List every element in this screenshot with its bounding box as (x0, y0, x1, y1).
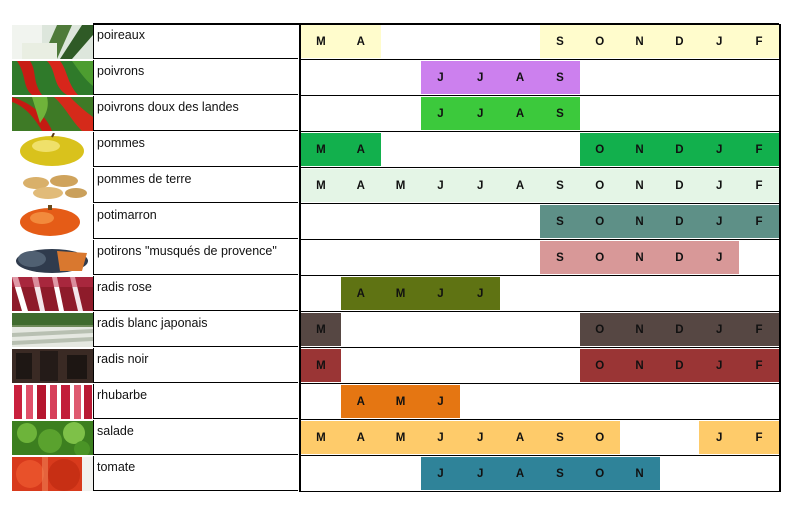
month-label: F (755, 215, 763, 228)
month-label: J (437, 431, 444, 444)
month-label: S (556, 467, 564, 480)
month-label: A (515, 107, 525, 120)
month-label: A (515, 467, 525, 480)
month-label: A (356, 395, 365, 408)
vegetable-name: radis rose (93, 276, 298, 311)
month-label: J (437, 287, 444, 300)
month-label: N (635, 143, 644, 156)
months-track (299, 276, 781, 312)
month-label: A (356, 179, 365, 192)
month-label: F (755, 179, 763, 192)
month-label: J (716, 323, 723, 336)
months-track (299, 456, 781, 492)
month-label: J (477, 179, 484, 192)
vegetable-thumbnail-tomato (12, 457, 93, 491)
vegetable-name: tomate (93, 456, 298, 491)
table-row (12, 348, 777, 384)
month-label: J (716, 359, 723, 372)
month-label: A (356, 35, 365, 48)
month-label: J (716, 215, 723, 228)
months-track (299, 384, 781, 420)
month-label: J (437, 179, 444, 192)
table-row (12, 60, 777, 96)
month-label: D (675, 215, 684, 228)
month-label: J (716, 431, 723, 444)
month-label: J (477, 287, 484, 300)
month-label: M (316, 35, 326, 48)
month-label: O (595, 467, 605, 480)
month-label: N (635, 467, 644, 480)
month-label: F (755, 359, 763, 372)
months-track (299, 60, 781, 96)
month-label: J (477, 467, 484, 480)
vegetable-name: potimarron (93, 204, 298, 239)
vegetable-thumbnail-leek (12, 25, 93, 59)
table-row (12, 420, 777, 456)
vegetable-name: potirons "musqués de provence" (93, 240, 298, 275)
month-label: S (556, 431, 564, 444)
month-label: A (356, 431, 365, 444)
month-label: S (556, 251, 564, 264)
table-row (12, 24, 777, 60)
months-track (299, 240, 781, 276)
month-label: F (755, 143, 763, 156)
month-label: D (675, 35, 684, 48)
month-label: J (477, 71, 484, 84)
month-label: F (755, 35, 763, 48)
month-label: O (595, 431, 605, 444)
month-label: M (395, 395, 406, 408)
table-row (12, 456, 777, 492)
table-row (12, 276, 777, 312)
month-label: J (716, 143, 723, 156)
vegetable-name: poivrons (93, 60, 298, 95)
table-row (12, 240, 777, 276)
table-row (12, 384, 777, 420)
month-label: O (595, 35, 605, 48)
month-label: A (515, 431, 525, 444)
table-row (12, 132, 777, 168)
months-track (299, 204, 781, 240)
vegetable-thumbnail-potimarron (12, 205, 93, 239)
month-label: F (755, 431, 763, 444)
vegetable-thumbnail-radishpink (12, 277, 93, 311)
vegetable-thumbnail-pepper (12, 61, 93, 95)
month-label: O (595, 359, 605, 372)
month-label: J (437, 107, 444, 120)
month-label: N (635, 251, 644, 264)
month-label: D (675, 359, 684, 372)
months-track (299, 132, 781, 168)
vegetable-name: radis blanc japonais (93, 312, 298, 347)
vegetable-thumbnail-radishwhite (12, 313, 93, 347)
table-row (12, 204, 777, 240)
month-label: M (395, 179, 406, 192)
month-label: N (635, 359, 644, 372)
month-label: A (356, 143, 365, 156)
vegetable-thumbnail-apple (12, 133, 93, 167)
vegetable-name: poivrons doux des landes (93, 96, 298, 131)
month-label: D (675, 323, 684, 336)
months-track (299, 168, 781, 204)
month-label: J (477, 431, 484, 444)
month-label: O (595, 251, 605, 264)
month-label: S (556, 71, 564, 84)
vegetable-thumbnail-salad (12, 421, 93, 455)
month-label: A (515, 179, 525, 192)
month-label: A (356, 287, 365, 300)
vegetable-name: pommes (93, 132, 298, 167)
month-label: M (395, 287, 406, 300)
month-label: N (635, 179, 644, 192)
month-label: J (477, 107, 484, 120)
month-label: O (595, 215, 605, 228)
vegetable-thumbnail-radishblack (12, 349, 93, 383)
month-label: O (595, 179, 605, 192)
vegetable-name: pommes de terre (93, 168, 298, 203)
month-label: J (437, 71, 444, 84)
months-track (299, 24, 781, 60)
month-label: M (316, 359, 326, 372)
month-label: J (716, 35, 723, 48)
month-label: M (316, 323, 326, 336)
month-label: J (437, 395, 444, 408)
vegetable-thumbnail-potato (12, 169, 93, 203)
month-label: M (395, 431, 406, 444)
month-label: A (515, 71, 525, 84)
months-track (299, 348, 781, 384)
month-label: M (316, 179, 326, 192)
vegetable-thumbnail-rhubarb (12, 385, 93, 419)
vegetable-name: rhubarbe (93, 384, 298, 419)
table-row (12, 96, 777, 132)
month-label: S (556, 107, 564, 120)
month-label: S (556, 179, 564, 192)
vegetable-thumbnail-sweetpepper (12, 97, 93, 131)
month-label: J (716, 251, 723, 264)
month-label: S (556, 35, 564, 48)
month-label: N (635, 35, 644, 48)
table-row (12, 168, 777, 204)
month-label: N (635, 323, 644, 336)
vegetable-name: radis noir (93, 348, 298, 383)
month-label: M (316, 431, 326, 444)
months-track (299, 96, 781, 132)
month-label: D (675, 251, 684, 264)
vegetable-name: salade (93, 420, 298, 455)
month-label: N (635, 215, 644, 228)
month-label: M (316, 143, 326, 156)
vegetable-name: poireaux (93, 24, 298, 59)
months-track (299, 312, 781, 348)
month-label: J (437, 467, 444, 480)
months-track (299, 420, 781, 456)
month-label: O (595, 323, 605, 336)
month-label: S (556, 215, 564, 228)
table-row (12, 312, 777, 348)
month-label: J (716, 179, 723, 192)
month-label: D (675, 143, 684, 156)
month-label: O (595, 143, 605, 156)
month-label: F (755, 323, 763, 336)
month-label: D (675, 179, 684, 192)
vegetable-thumbnail-squash (12, 241, 93, 275)
